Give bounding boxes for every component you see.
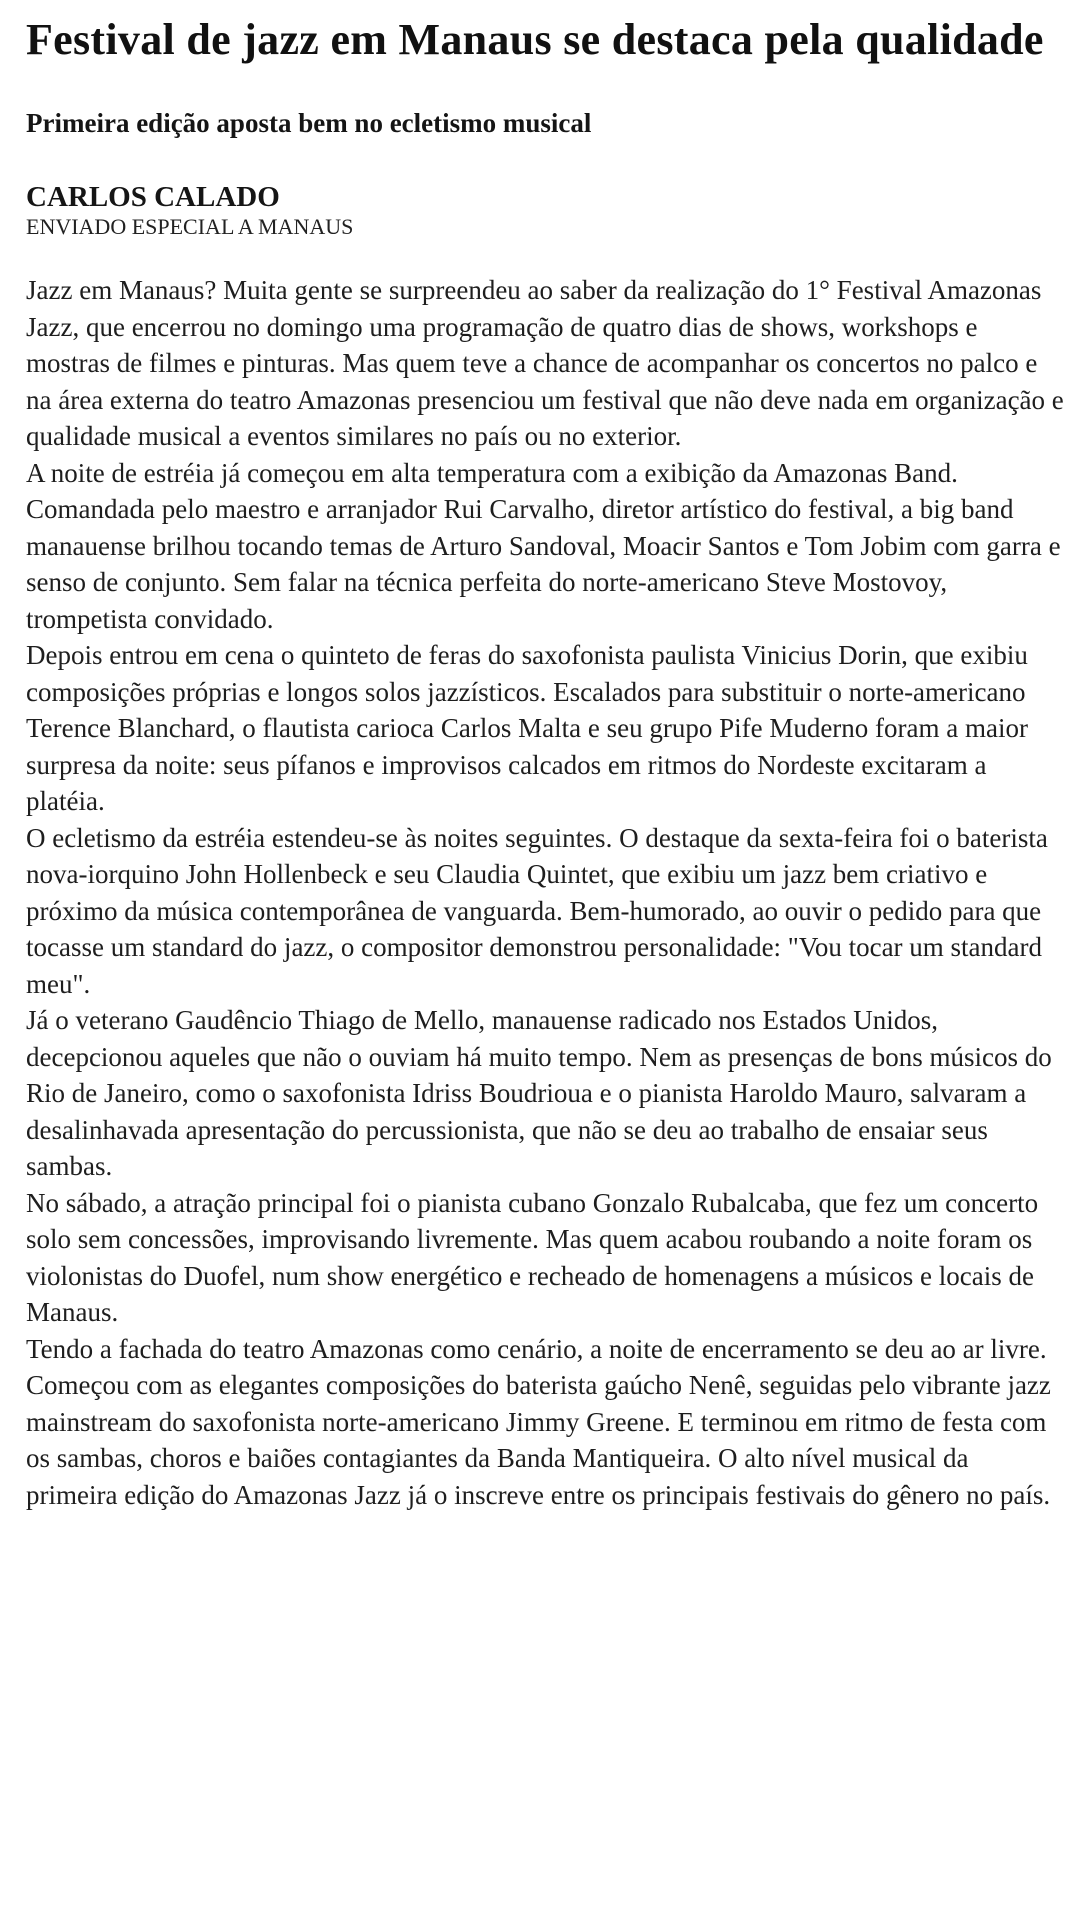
paragraph: No sábado, a atração principal foi o pianista cubano Gonzalo Rubalcaba, que fez um concerto solo sem concessões, improvisando livremente. Mas quem acabou roubando a noite foram os violonistas do Duofel, num show energético e recheado de homenagens a músicos e locais de Manaus.: [26, 1187, 1039, 1327]
paragraph: Já o veterano Gaudêncio Thiago de Mello, manauense radicado nos Estados Unidos, decepcionou aqueles que não o ouviam há muito tempo. Nem as presenças de bons músicos do Rio de Janeiro, como o saxofonista Idriss Boudrioua e o pianista Haroldo Mauro, salvaram a desalinhavada apresentação do percussionista, que não se deu ao trabalho de ensaiar seus sambas.: [26, 1005, 1052, 1181]
author-name: CARLOS CALADO: [26, 181, 280, 213]
paragraph: A noite de estréia já começou em alta temperatura com a exibição da Amazonas Band. Comandada pelo maestro e arranjador Rui Carvalho, diretor artístico do festival, a big band manauense brilhou tocando temas de Arturo Sandoval, Moacir Santos e Tom Jobim com garra e senso de conjunto. Sem falar na técnica perfeita do norte-americano Steve Mostovoy, trompetista convidado.: [26, 457, 1061, 634]
paragraph: Jazz em Manaus? Muita gente se surpreendeu ao saber da realização do 1° Festival Amazonas Jazz, que encerrou no domingo uma programação de quatro dias de shows, workshops e mostras de filmes e pinturas. Mas quem teve a chance de acompanhar os concertos no palco e na área externa do teatro Amazonas presenciou um festival que não deve nada em organização e qualidade musical a eventos similares no país ou no exterior.: [26, 275, 1064, 451]
paragraph: Depois entrou em cena o quinteto de feras do saxofonista paulista Vinicius Dorin, que exibiu composições próprias e longos solos jazzísticos. Escalados para substituir o norte-americano Terence Blanchard, o flautista carioca Carlos Malta e seu grupo Pife Muderno foram a maior surpresa da noite: seus pífanos e improvisos calcados em ritmos do Nordeste excitaram a platéia.: [26, 640, 1028, 816]
headline: Festival de jazz em Manaus se destaca pela qualidade: [26, 15, 1044, 64]
paragraph: Tendo a fachada do teatro Amazonas como cenário, a noite de encerramento se deu ao ar livre. Começou com as elegantes composições do baterista gaúcho Nenê, seguidas pelo vibrante jazz mainstream do saxofonista norte-americano Jimmy Greene. E terminou em ritmo de festa com os sambas, choros e baiões contagiantes da Banda Mantiqueira. O alto nível musical da primeira edição do Amazonas Jazz já o inscreve entre os principais festivais do gênero no país.: [26, 1333, 1051, 1510]
subheadline: Primeira edição aposta bem no ecletismo musical: [26, 108, 592, 138]
article-clipping: [26, 0, 1066, 1928]
article-body: [26, 240, 1066, 1513]
author-role: ENVIADO ESPECIAL A MANAUS: [26, 214, 354, 239]
paragraph: O ecletismo da estréia estendeu-se às noites seguintes. O destaque da sexta-feira foi o baterista nova-iorquino John Hollenbeck e seu Claudia Quintet, que exibiu um jazz bem criativo e próximo da música contemporânea de vanguarda. Bem-humorado, ao ouvir o pedido para que tocasse um standard do jazz, o compositor demonstrou personalidade: "Vou tocar um standard meu".: [26, 822, 1048, 999]
